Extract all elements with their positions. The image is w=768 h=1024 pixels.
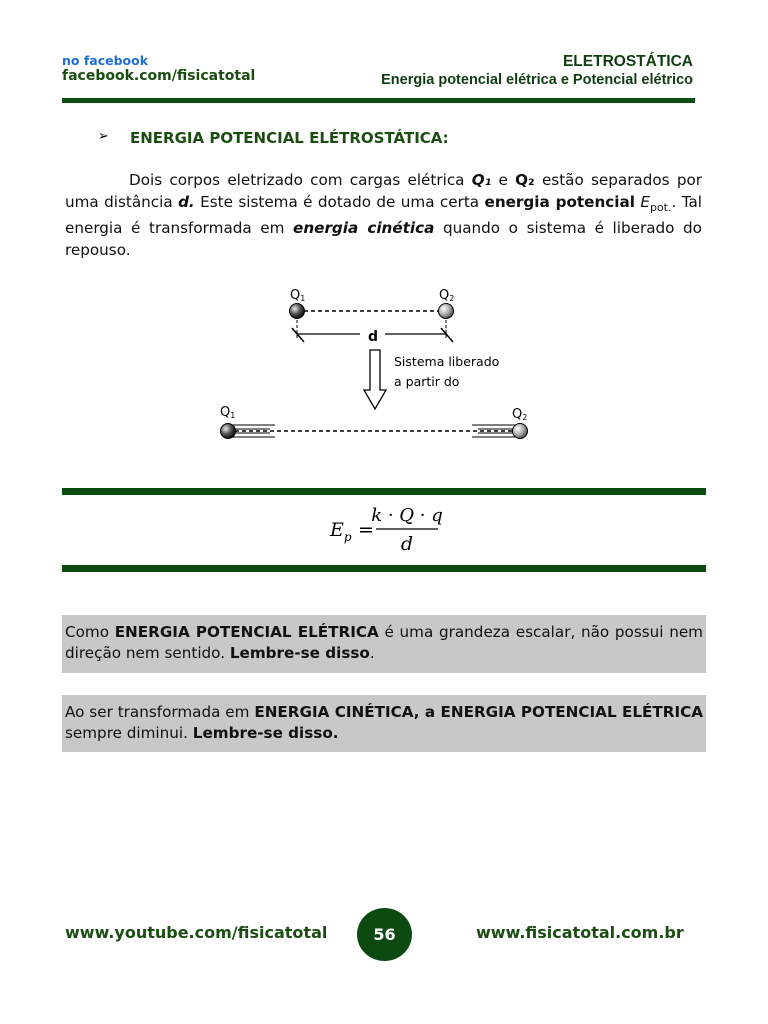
chapter-title: ELETROSTÁTICA bbox=[562, 53, 693, 70]
charge-q2-bottom bbox=[513, 424, 528, 439]
para-text: e bbox=[491, 171, 516, 189]
note-text: Como bbox=[65, 623, 115, 641]
charge-q2-top bbox=[439, 304, 454, 319]
charge-q2: Q₂ bbox=[515, 171, 535, 189]
note-text: Ao ser transformada em bbox=[65, 703, 255, 721]
note-bold: Lembre-se disso bbox=[229, 644, 370, 662]
epot-symbol: E bbox=[640, 192, 650, 211]
youtube-link[interactable]: www.youtube.com/fisicatotal bbox=[65, 923, 328, 942]
note-text: . bbox=[369, 644, 375, 662]
chapter-subtitle: Energia potencial elétrica e Potencial elétrico bbox=[381, 72, 693, 88]
distance-d: d. bbox=[178, 192, 195, 211]
energia-cinetica-term: energia cinética bbox=[293, 219, 435, 238]
para-text: . Tal energia é transformada em bbox=[65, 192, 703, 238]
down-arrow-icon bbox=[364, 350, 386, 409]
note-bold: ENERGIA POTENCIAL ELÉTRICA bbox=[114, 623, 379, 641]
para-text: quando o sistema é liberado do repouso. bbox=[65, 219, 702, 259]
arrow-bullet-icon: ➢ bbox=[98, 129, 109, 144]
q2-bottom-label: Q2 bbox=[512, 407, 528, 422]
note-text: sempre diminui. bbox=[65, 724, 193, 742]
charge-q1-bottom bbox=[221, 424, 236, 439]
note-text: é uma grandeza escalar, não possui nem direção nem sentido. bbox=[65, 623, 703, 662]
para-text: Este sistema é dotado de uma certa bbox=[194, 192, 485, 211]
note-box bbox=[62, 615, 706, 673]
para-text: estão separados por uma distância bbox=[65, 171, 702, 211]
formula-numerator: k · Q · q bbox=[371, 505, 443, 526]
distance-label: d bbox=[368, 329, 379, 345]
section-title: ENERGIA POTENCIAL ELÉTROSTÁTICA: bbox=[130, 129, 449, 147]
caption-line-2: a partir do bbox=[394, 374, 460, 389]
facebook-label: no facebook bbox=[62, 53, 149, 68]
note-box bbox=[62, 695, 706, 752]
note-bold: ENERGIA CINÉTICA, a ENERGIA POTENCIAL ELÉTRICA bbox=[254, 703, 704, 721]
q1-bottom-label: Q1 bbox=[220, 405, 236, 420]
charge-q1: Q₁ bbox=[471, 171, 492, 189]
formula-equals: = bbox=[358, 519, 374, 541]
formula-denominator: d bbox=[400, 533, 414, 555]
distance-slash-left bbox=[292, 328, 304, 342]
note-bold: Lembre-se disso. bbox=[192, 724, 339, 742]
epot-subscript: pot. bbox=[649, 200, 672, 214]
facebook-link[interactable]: facebook.com/fisicatotal bbox=[62, 68, 256, 84]
formula-top-border bbox=[62, 488, 706, 495]
formula-bottom-border bbox=[62, 565, 706, 572]
q2-top-label: Q2 bbox=[439, 288, 455, 303]
caption-line-1: Sistema liberado bbox=[394, 354, 500, 369]
page-number: 56 bbox=[373, 925, 396, 944]
para-text: Dois corpos eletrizado com cargas elétrica bbox=[129, 171, 472, 189]
header-divider bbox=[62, 98, 695, 103]
intro-paragraph bbox=[65, 170, 702, 261]
charge-q1-top bbox=[290, 304, 305, 319]
distance-slash-right bbox=[441, 328, 453, 342]
energia-potencial-term: energia potencial bbox=[484, 192, 635, 211]
q1-top-label: Q1 bbox=[290, 288, 306, 303]
website-link[interactable]: www.fisicatotal.com.br bbox=[476, 923, 684, 942]
charges-diagram bbox=[200, 278, 560, 448]
formula-lhs: $E_p$ bbox=[330, 519, 352, 544]
energy-formula bbox=[0, 496, 768, 564]
